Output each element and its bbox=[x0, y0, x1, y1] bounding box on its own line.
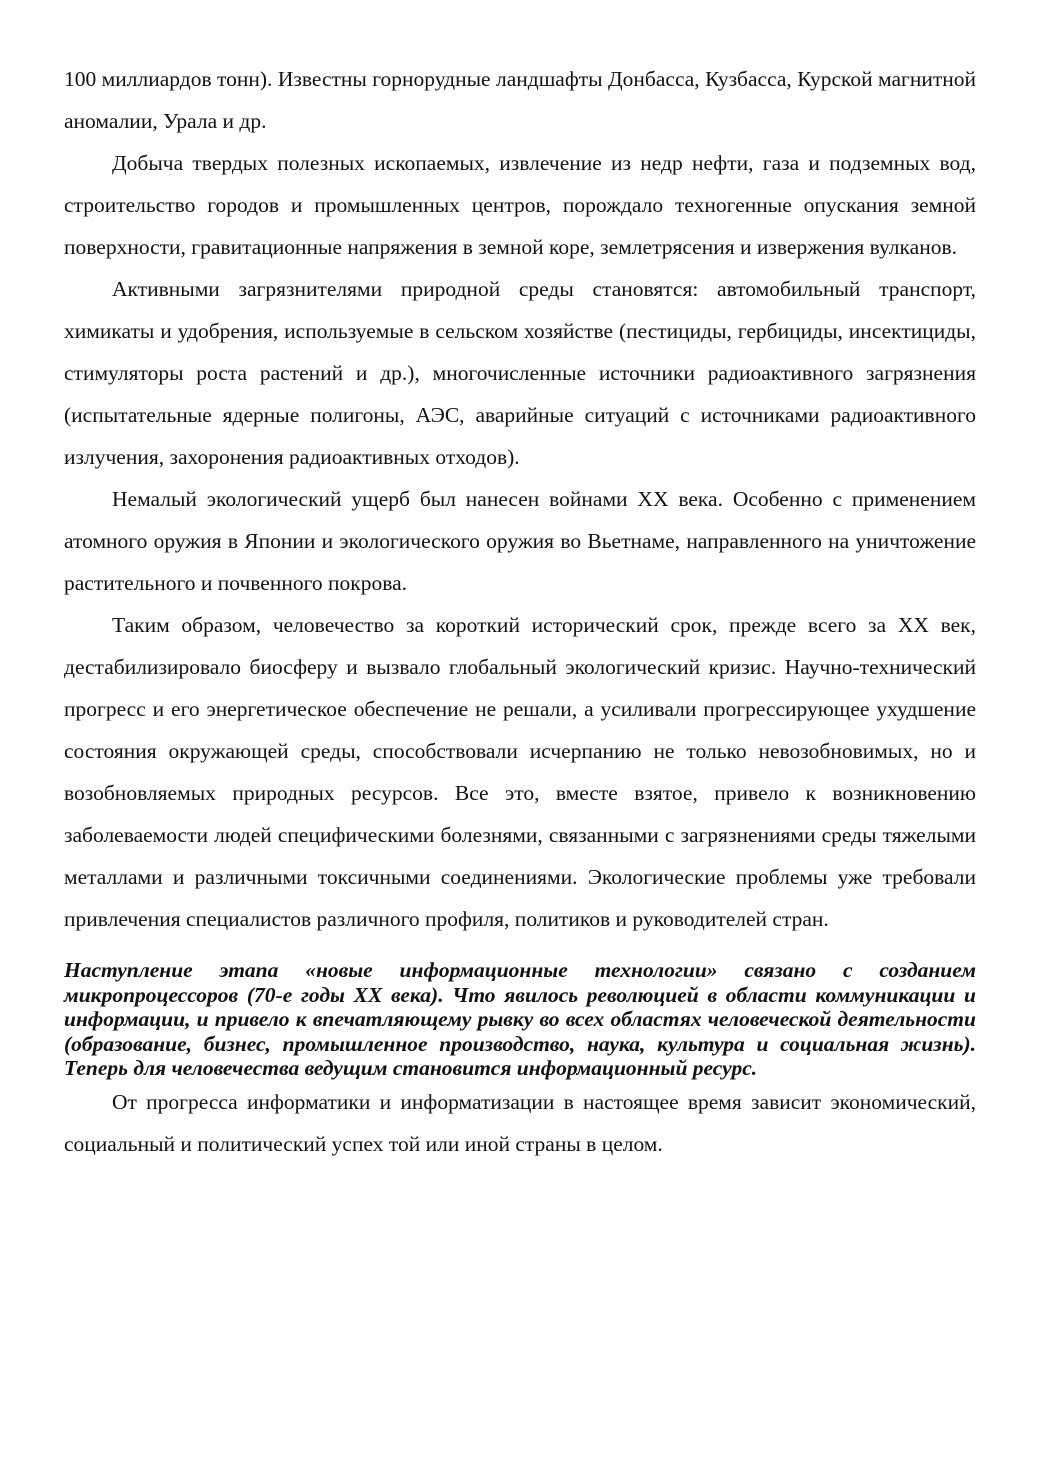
highlight-information-technologies: Наступление этапа «новые информационные технологии» связано с созданием микропроцессоров (70-е годы XX века). Что явилось революцией в области коммуникации и информации, и привело к впечатляющему рывку во всех областях человеческой деятельности (образование, бизнес, промышленное производство, наука, культура и социальная жизнь). Теперь для человечества ведущим становится информационный ресурс. bbox=[64, 958, 976, 1080]
paragraph-informatization: От прогресса информатики и информатизации в настоящее время зависит экономический, социальный и политический успех той или иной страны в целом. bbox=[64, 1089, 976, 1156]
document-page bbox=[64, 58, 976, 1165]
paragraph-mineral-extraction: Добыча твердых полезных ископаемых, извлечение из недр нефти, газа и подземных вод, строительство городов и промышленных центров, порождало техногенные опускания земной поверхности, гравитационные напряжения в земной коре, землетрясения и извержения вулканов. bbox=[64, 151, 976, 259]
paragraph-war-damage: Немалый экологический ущерб был нанесен войнами XX века. Особенно с применением атомного оружия в Японии и экологического оружия во Вьетнаме, направленного на уничтожение растительного и почвенного покрова. bbox=[64, 487, 976, 595]
paragraph-mining-landscapes: 100 миллиардов тонн). Известны горнорудные ландшафты Донбасса, Кузбасса, Курской магнитной аномалии, Урала и др. bbox=[64, 67, 976, 133]
paragraph-ecological-crisis: Таким образом, человечество за короткий исторический срок, прежде всего за XX век, дестабилизировало биосферу и вызвало глобальный экологический кризис. Научно-технический прогресс и его энергетическое обеспечение не решали, а усиливали прогрессирующее ухудшение состояния окружающей среды, способствовали исчерпанию не только невозобновимых, но и возобновляемых природных ресурсов. Все это, вместе взятое, привело к возникновению заболеваемости людей специфическими болезнями, связанными с загрязнениями среды тяжелыми металлами и различными токсичными соединениями. Экологические проблемы уже требовали привлечения специалистов различного профиля, политиков и руководителей стран. bbox=[64, 613, 976, 931]
paragraph-pollutants: Активными загрязнителями природной среды становятся: автомобильный транспорт, химикаты и удобрения, используемые в сельском хозяйстве (пестициды, гербициды, инсектициды, стимуляторы роста растений и др.), многочисленные источники радиоактивного загрязнения (испытательные ядерные полигоны, АЭС, аварийные ситуаций с источниками радиоактивного излучения, захоронения радиоактивных отходов). bbox=[64, 277, 976, 469]
